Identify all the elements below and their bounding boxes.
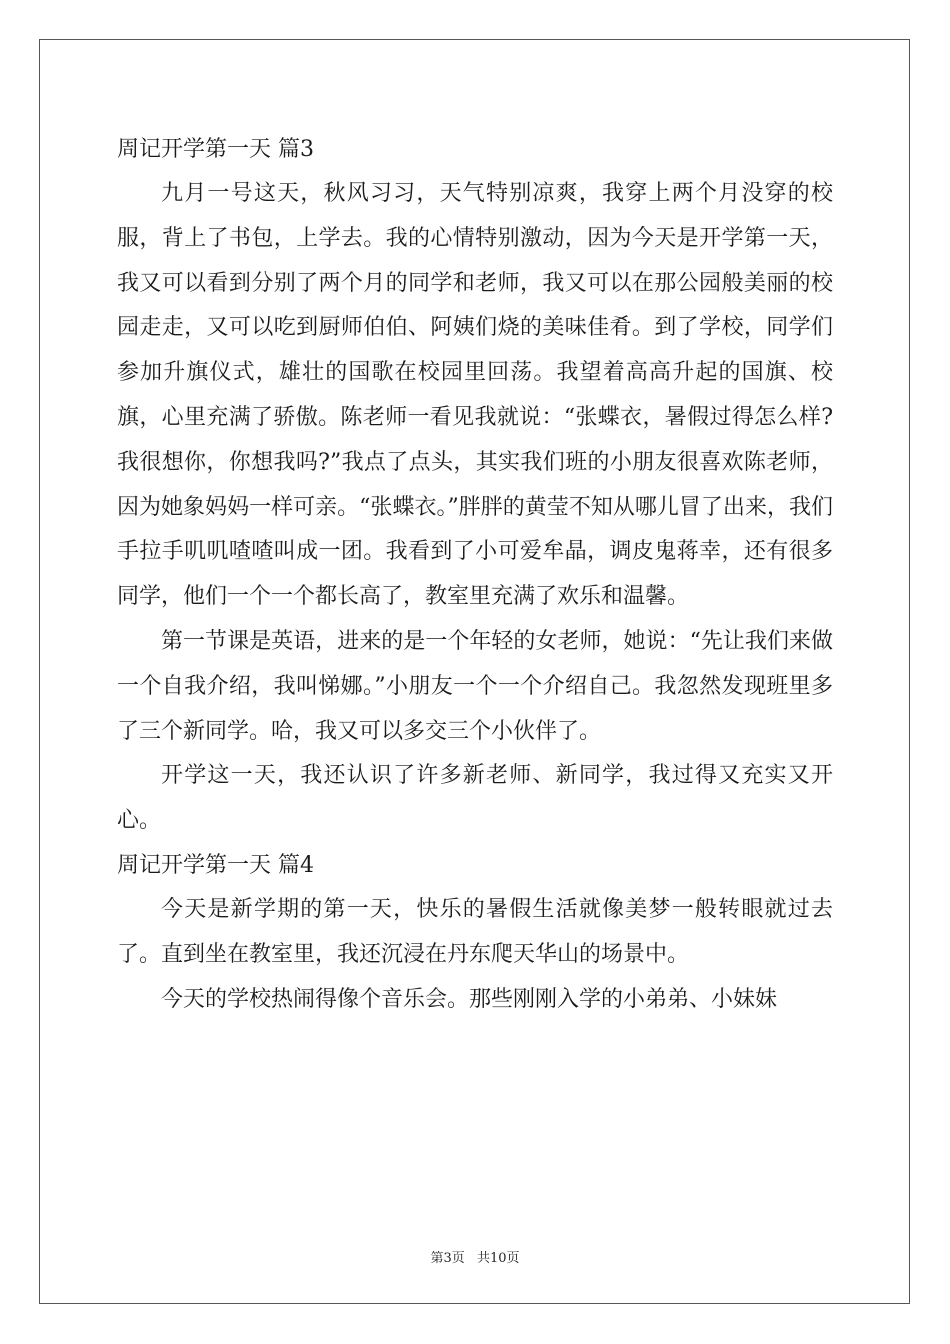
paragraph: 九月一号这天，秋风习习，天气特别凉爽，我穿上两个月没穿的校服，背上了书包，上学去。我的心情特别激动，因为今天是开学第一天，我又可以看到分别了两个月的同学和老师，我又可以在那公园般美丽的校园走走，又可以吃到厨师伯伯、阿姨们烧的美味佳肴。到了学校，同学们参加升旗仪式，雄壮的国歌在校园里回荡。我望着高高升起的国旗、校旗，心里充满了骄傲。陈老师一看见我就说：“张蝶衣，暑假过得怎么样?我很想你，你想我吗?”我点了点头，其实我们班的小朋友很喜欢陈老师，因为她象妈妈一样可亲。“张蝶衣。”胖胖的黄莹不知从哪儿冒了出来，我们手拉手叽叽喳喳叫成一团。我看到了小可爱牟晶，调皮鬼蒋幸，还有很多同学，他们一个一个都长高了，教室里充满了欢乐和温馨。 xyxy=(117,181,833,610)
page-number: 第3页 xyxy=(430,1251,465,1266)
paragraph: 开学这一天，我还认识了许多新老师、新同学，我过得又充实又开心。 xyxy=(117,763,833,834)
total-pages: 共10页 xyxy=(476,1251,520,1266)
section-heading: 周记开学第一天 篇4 xyxy=(117,852,314,878)
paragraph: 今天是新学期的第一天，快乐的暑假生活就像美梦一般转眼就过去了。直到坐在教室里，我还沉浸在丹东爬天华山的场景中。 xyxy=(117,896,833,967)
paragraph: 今天的学校热闹得像个音乐会。那些刚刚入学的小弟弟、小妹妹 xyxy=(161,986,778,1012)
paragraph: 第一节课是英语，进来的是一个年轻的女老师，她说：“先让我们来做一个自我介绍，我叫悌娜。”小朋友一个一个介绍自己。我忽然发现班里多了三个新同学。哈，我又可以多交三个小伙伴了。 xyxy=(117,628,833,744)
section-heading: 周记开学第一天 篇3 xyxy=(117,137,314,162)
page-footer xyxy=(0,1247,950,1266)
document-body xyxy=(117,128,833,1022)
